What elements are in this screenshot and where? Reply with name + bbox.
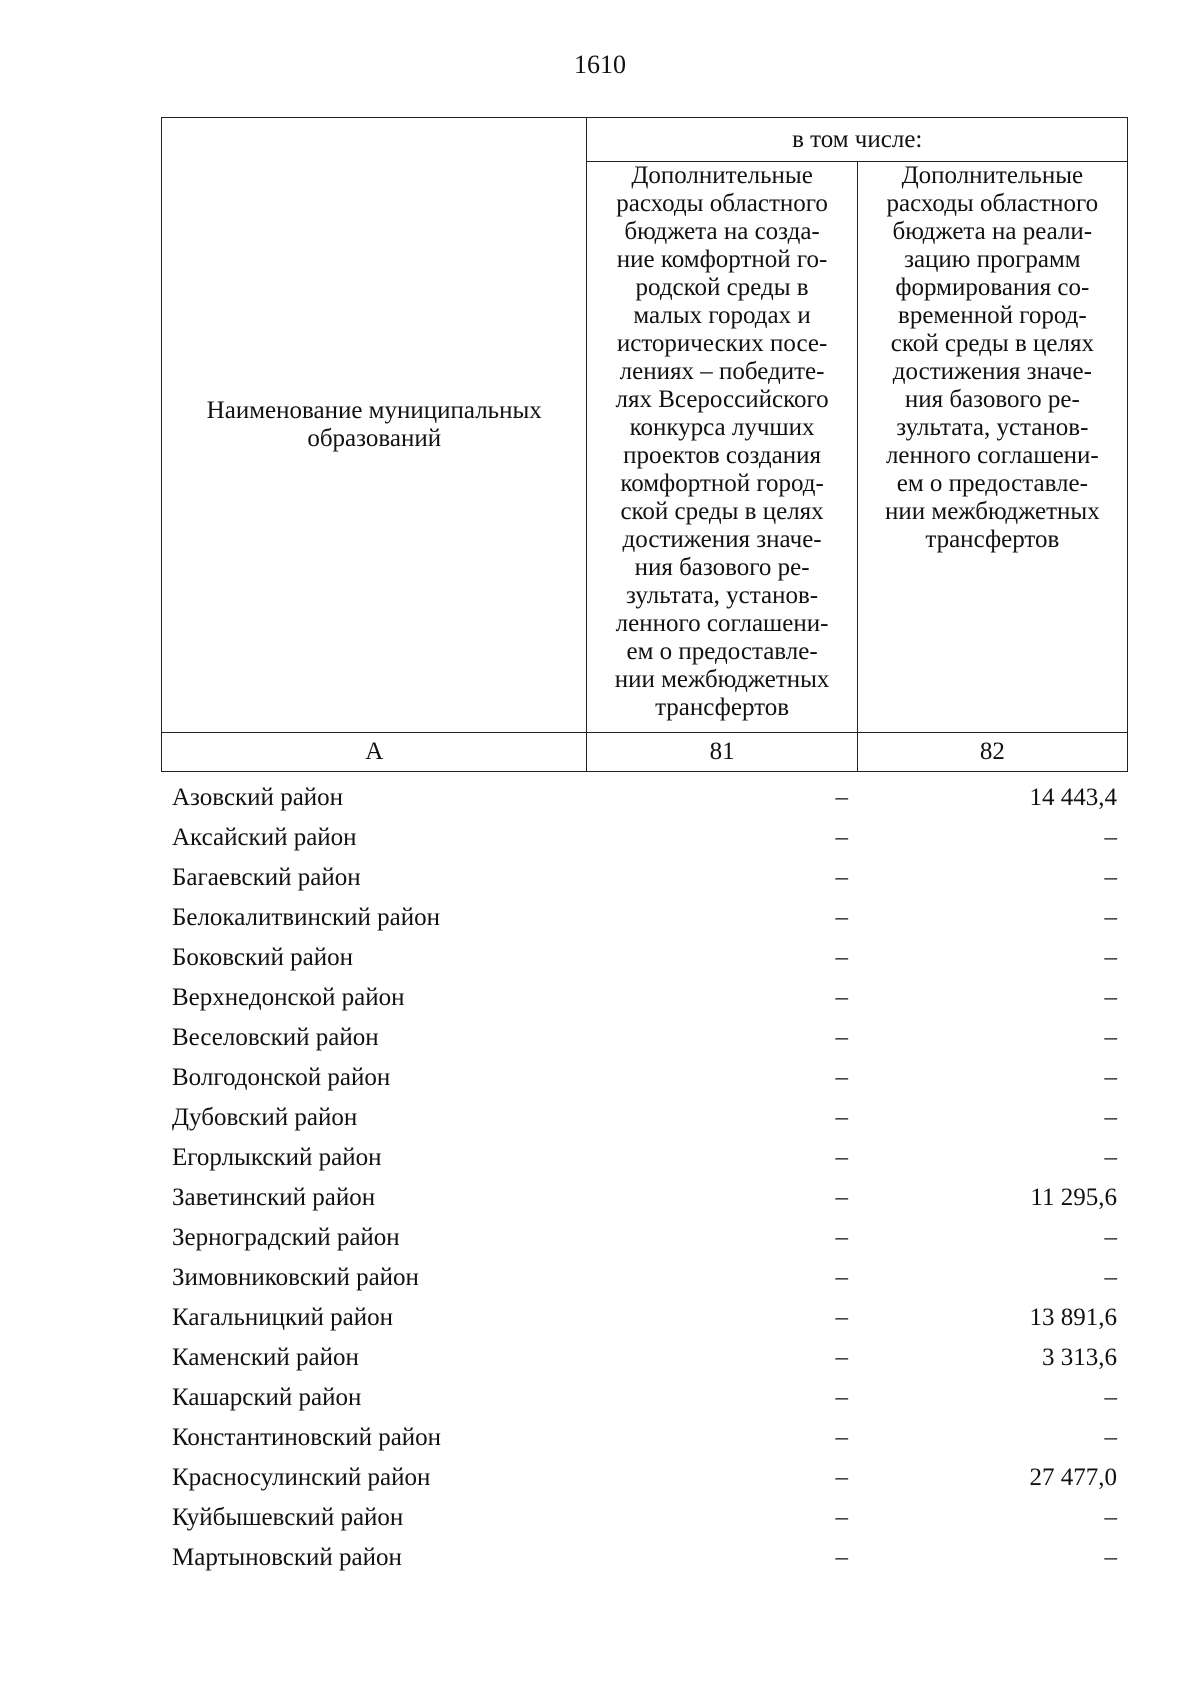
table-row bbox=[161, 1098, 1128, 1138]
row-value-82: – bbox=[1104, 1224, 1117, 1251]
row-value-81: – bbox=[835, 824, 848, 851]
row-name: Аксайский район bbox=[172, 824, 357, 851]
header-text-line: Дополнительные bbox=[901, 162, 1084, 189]
row-name: Белокалитвинский район bbox=[172, 904, 440, 931]
table-row bbox=[161, 1498, 1128, 1538]
table-row bbox=[161, 1058, 1128, 1098]
row-name: Боковский район bbox=[172, 944, 353, 971]
row-value-82: – bbox=[1104, 1384, 1117, 1411]
row-value-81: – bbox=[835, 1024, 848, 1051]
table-row bbox=[161, 1218, 1128, 1258]
row-name: Кашарский район bbox=[172, 1384, 362, 1411]
table-row bbox=[161, 1378, 1128, 1418]
header-text-line: расходы областного bbox=[886, 190, 1099, 217]
header-text-line: ской среды в целях bbox=[620, 498, 824, 525]
header-text-line: Дополнительные bbox=[631, 162, 813, 189]
table-row bbox=[161, 818, 1128, 858]
table-row bbox=[161, 1458, 1128, 1498]
column-code-82: 82 bbox=[857, 733, 1127, 772]
header-text-line: ния базового ре- bbox=[634, 554, 810, 581]
header-text-line: ем о предоставле- bbox=[626, 638, 818, 665]
column-code-name: А bbox=[162, 733, 587, 772]
row-name: Волгодонской район bbox=[172, 1064, 391, 1091]
row-value-81: – bbox=[835, 944, 848, 971]
row-name: Зимовниковский район bbox=[172, 1264, 419, 1291]
row-value-82: – bbox=[1104, 1144, 1117, 1171]
row-value-82: – bbox=[1104, 984, 1117, 1011]
row-value-82: – bbox=[1104, 1064, 1117, 1091]
table-header bbox=[161, 117, 1128, 772]
column-header-81-text bbox=[587, 162, 856, 722]
row-value-82: – bbox=[1104, 1104, 1117, 1131]
row-name: Багаевский район bbox=[172, 864, 361, 891]
row-value-82: 27 477,0 bbox=[1029, 1464, 1117, 1491]
row-value-82: – bbox=[1104, 1544, 1117, 1571]
row-name: Заветинский район bbox=[172, 1184, 376, 1211]
row-value-81: – bbox=[835, 784, 848, 811]
row-value-81: – bbox=[835, 1424, 848, 1451]
row-value-81: – bbox=[835, 1504, 848, 1531]
table-row bbox=[161, 1138, 1128, 1178]
header-text-line: исторических посе- bbox=[616, 330, 828, 357]
row-name: Куйбышевский район bbox=[172, 1504, 404, 1531]
row-value-82: – bbox=[1104, 824, 1117, 851]
header-text-line: конкурса лучших bbox=[629, 414, 815, 441]
table-row bbox=[161, 778, 1128, 818]
table-row bbox=[161, 978, 1128, 1018]
row-value-82: – bbox=[1104, 1424, 1117, 1451]
header-text-line: трансфертов bbox=[925, 526, 1060, 553]
row-value-82: – bbox=[1104, 1504, 1117, 1531]
header-text-line: расходы областного bbox=[616, 190, 828, 217]
row-value-82: 14 443,4 bbox=[1029, 784, 1117, 811]
row-value-82: – bbox=[1104, 864, 1117, 891]
header-text-line: достижения значе- bbox=[892, 358, 1092, 385]
row-value-82: 3 313,6 bbox=[1042, 1344, 1117, 1371]
row-name: Зерноградский район bbox=[172, 1224, 400, 1251]
table-row bbox=[161, 1178, 1128, 1218]
header-text-line: достижения значе- bbox=[622, 526, 822, 553]
row-name: Дубовский район bbox=[172, 1104, 358, 1131]
row-name: Константиновский район bbox=[172, 1424, 442, 1451]
row-value-81: – bbox=[835, 1544, 848, 1571]
header-text-line: трансфертов bbox=[655, 694, 790, 721]
table-row bbox=[161, 1258, 1128, 1298]
row-value-81: – bbox=[835, 864, 848, 891]
row-value-82: 11 295,6 bbox=[1030, 1184, 1117, 1211]
column-code-81: 81 bbox=[587, 733, 857, 772]
header-text-line: бюджета на созда- bbox=[624, 218, 820, 245]
row-value-81: – bbox=[835, 984, 848, 1011]
row-value-82: – bbox=[1104, 1264, 1117, 1291]
header-text-line: ской среды в целях bbox=[890, 330, 1094, 357]
row-name: Красносулинский район bbox=[172, 1464, 431, 1491]
row-name: Мартыновский район bbox=[172, 1544, 402, 1571]
row-value-82: – bbox=[1104, 1024, 1117, 1051]
row-name: Кагальницкий район bbox=[172, 1304, 394, 1331]
row-name: Каменский район bbox=[172, 1344, 359, 1371]
header-text-line: ленного соглашени- bbox=[615, 610, 829, 637]
row-value-81: – bbox=[835, 1224, 848, 1251]
header-text-line: бюджета на реали- bbox=[892, 218, 1093, 245]
header-text-line: родской среды в bbox=[635, 274, 809, 301]
row-value-82: 13 891,6 bbox=[1029, 1304, 1117, 1331]
row-value-81: – bbox=[835, 1184, 848, 1211]
table-body bbox=[161, 778, 1128, 1578]
header-text-line: малых городах и bbox=[633, 302, 811, 329]
header-text-line: ние комфортной го- bbox=[616, 246, 828, 273]
row-value-81: – bbox=[835, 1344, 848, 1371]
table-row bbox=[161, 1538, 1128, 1578]
column-header-81 bbox=[587, 162, 857, 733]
header-text-line: лениях – победите- bbox=[619, 358, 825, 385]
row-value-81: – bbox=[835, 1304, 848, 1331]
header-text-line: зацию программ bbox=[904, 246, 1081, 273]
row-value-81: – bbox=[835, 1384, 848, 1411]
row-value-81: – bbox=[835, 1064, 848, 1091]
header-text-line: комфортной город- bbox=[620, 470, 824, 497]
row-name: Верхнедонской район bbox=[172, 984, 405, 1011]
row-value-82: – bbox=[1104, 944, 1117, 971]
table-row bbox=[161, 898, 1128, 938]
header-text-line: ленного соглашени- bbox=[885, 442, 1099, 469]
row-value-81: – bbox=[835, 1264, 848, 1291]
row-name: Веселовский район bbox=[172, 1024, 379, 1051]
table-row bbox=[161, 858, 1128, 898]
row-value-82: – bbox=[1104, 904, 1117, 931]
table-row bbox=[161, 1018, 1128, 1058]
page-number: 1610 bbox=[574, 50, 626, 79]
row-value-81: – bbox=[835, 1464, 848, 1491]
column-header-name: Наименование муниципальных образований bbox=[162, 118, 587, 733]
header-text-line: нии межбюджетных bbox=[884, 498, 1100, 525]
header-text-line: проектов создания bbox=[623, 442, 821, 469]
column-header-82-text bbox=[858, 162, 1127, 554]
row-value-81: – bbox=[835, 904, 848, 931]
column-header-82 bbox=[857, 162, 1127, 733]
header-text-line: зультата, установ- bbox=[626, 582, 819, 609]
row-name: Азовский район bbox=[172, 784, 344, 811]
header-text-line: нии межбюджетных bbox=[614, 666, 830, 693]
table-row bbox=[161, 938, 1128, 978]
table-row bbox=[161, 1298, 1128, 1338]
row-name: Егорлыкский район bbox=[172, 1144, 382, 1171]
header-text-line: зультата, установ- bbox=[896, 414, 1089, 441]
header-text-line: ем о предоставле- bbox=[896, 470, 1088, 497]
header-text-line: формирования со- bbox=[895, 274, 1090, 301]
table-row bbox=[161, 1418, 1128, 1458]
column-group-header: в том числе: bbox=[587, 118, 1128, 162]
row-value-81: – bbox=[835, 1144, 848, 1171]
header-text-line: ния базового ре- bbox=[904, 386, 1080, 413]
row-value-81: – bbox=[835, 1104, 848, 1131]
table-row bbox=[161, 1338, 1128, 1378]
header-text-line: лях Всероссийского bbox=[615, 386, 829, 413]
header-text-line: временной город- bbox=[898, 302, 1087, 329]
